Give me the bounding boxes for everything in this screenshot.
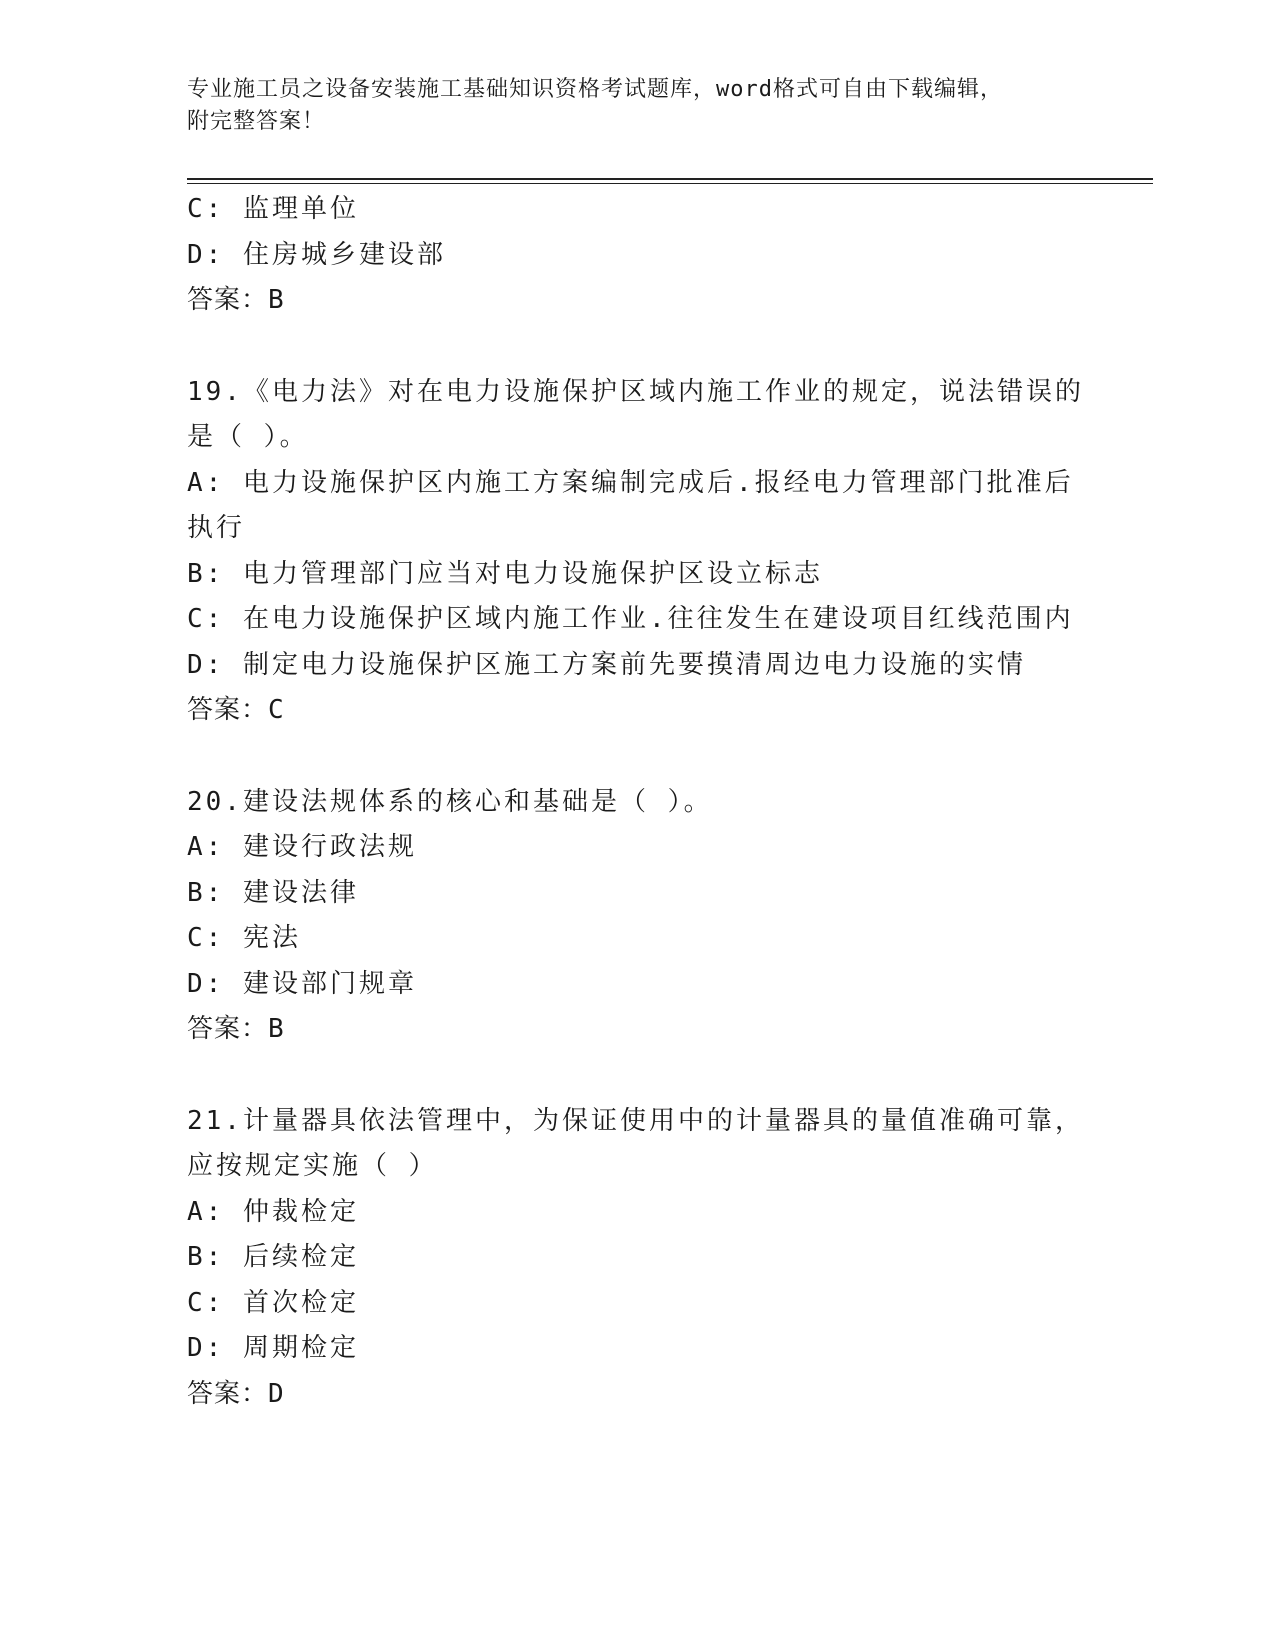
answer-line [187, 278, 1087, 324]
answer-line [187, 688, 1087, 734]
question-stem-continued: 是（ ）。 [187, 422, 309, 452]
header-divider-thick [187, 178, 1153, 180]
question-stem: 19.《电力法》对在电力设施保护区域内施工作业的规定，说法错误的 [187, 376, 1084, 407]
question-stem: 20.建设法规体系的核心和基础是（ ）。 [187, 786, 713, 817]
option-c: C: 首次检定 [187, 1287, 359, 1318]
header-line-2: 附完整答案！ [187, 109, 326, 134]
answer-value: B [268, 1014, 285, 1044]
answer-label: 答案： [187, 285, 269, 315]
option-b: B: 建设法律 [187, 877, 359, 908]
option-b: B: 后续检定 [187, 1242, 359, 1272]
question-stem-continued: 应按规定实施（ ） [187, 1151, 438, 1181]
option-d: D: 建设部门规章 [187, 968, 417, 999]
answer-label: 答案： [187, 695, 269, 725]
option-c: C: 宪法 [187, 923, 301, 953]
option-a-continued: 执行 [187, 513, 246, 543]
question-19 [187, 370, 1087, 734]
answer-value: C [268, 695, 285, 725]
header-divider-thin [187, 183, 1153, 184]
answer-label: 答案： [187, 1014, 269, 1044]
question-18-continued [187, 187, 1087, 324]
option-a: A: 电力设施保护区内施工方案编制完成后.报经电力管理部门批准后 [187, 467, 1074, 498]
question-20 [187, 780, 1087, 1053]
answer-label: 答案： [187, 1378, 269, 1409]
answer-value: D [268, 1378, 285, 1409]
answer-line [187, 1372, 1087, 1418]
option-d: D: 制定电力设施保护区施工方案前先要摸清周边电力设施的实情 [187, 649, 1026, 680]
option-a: A: 建设行政法规 [187, 832, 417, 862]
option-a: A: 仲裁检定 [187, 1196, 359, 1227]
option-c: C: 监理单位 [187, 194, 359, 224]
question-stem: 21.计量器具依法管理中，为保证使用中的计量器具的量值准确可靠， [187, 1105, 1084, 1136]
option-d: D: 住房城乡建设部 [187, 239, 446, 270]
header-line-1: 专业施工员之设备安装施工基础知识资格考试题库，word格式可自由下载编辑， [187, 77, 1003, 102]
document-header [187, 74, 1087, 138]
answer-value: B [268, 285, 285, 315]
option-b: B: 电力管理部门应当对电力设施保护区设立标志 [187, 558, 823, 589]
answer-line [187, 1007, 1087, 1053]
question-list [187, 187, 1087, 1417]
option-d: D: 周期检定 [187, 1333, 359, 1363]
question-21 [187, 1099, 1087, 1418]
option-c: C: 在电力设施保护区域内施工作业.往往发生在建设项目红线范围内 [187, 604, 1074, 634]
